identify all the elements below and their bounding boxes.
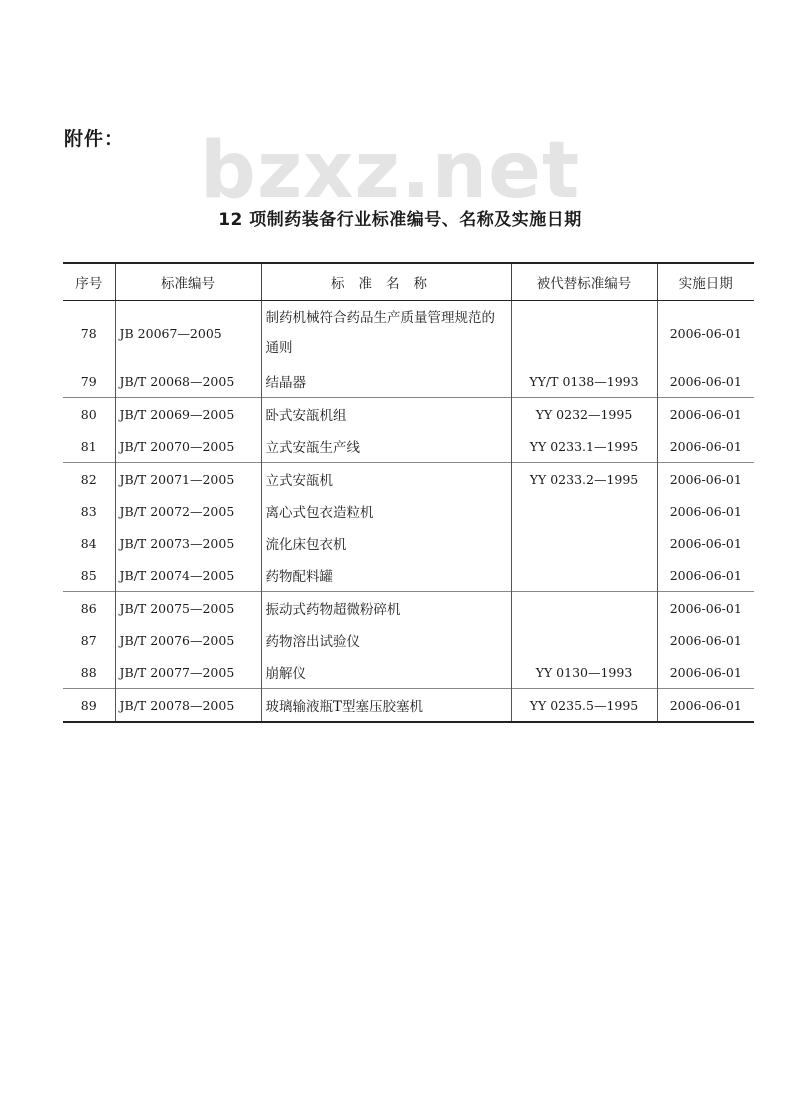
row-date: 2006-06-01 bbox=[657, 592, 754, 625]
row-replaced bbox=[511, 624, 657, 656]
column-header-no: 序号 bbox=[63, 263, 115, 301]
row-replaced: YY 0232—1995 bbox=[511, 398, 657, 431]
row-no: 84 bbox=[63, 527, 115, 559]
row-no: 81 bbox=[63, 430, 115, 463]
row-no: 85 bbox=[63, 559, 115, 592]
row-code: JB 20067—2005 bbox=[115, 301, 261, 366]
column-header-code: 标准编号 bbox=[115, 263, 261, 301]
row-code: JB/T 20068—2005 bbox=[115, 365, 261, 398]
row-replaced bbox=[511, 301, 657, 366]
row-no: 78 bbox=[63, 301, 115, 366]
row-no: 80 bbox=[63, 398, 115, 431]
row-name: 离心式包衣造粒机 bbox=[261, 495, 511, 527]
row-replaced bbox=[511, 559, 657, 592]
row-name: 立式安瓿机 bbox=[261, 463, 511, 496]
watermark: bzxz.net bbox=[200, 126, 581, 216]
row-name: 流化床包衣机 bbox=[261, 527, 511, 559]
table-row bbox=[63, 301, 754, 366]
table-row bbox=[63, 559, 754, 592]
row-replaced bbox=[511, 592, 657, 625]
table-row bbox=[63, 527, 754, 559]
row-name: 振动式药物超微粉碎机 bbox=[261, 592, 511, 625]
row-name: 药物配料罐 bbox=[261, 559, 511, 592]
table-row bbox=[63, 495, 754, 527]
row-no: 88 bbox=[63, 656, 115, 689]
table-header-row bbox=[63, 263, 754, 301]
row-code: JB/T 20069—2005 bbox=[115, 398, 261, 431]
row-name: 崩解仪 bbox=[261, 656, 511, 689]
row-code: JB/T 20071—2005 bbox=[115, 463, 261, 496]
row-no: 79 bbox=[63, 365, 115, 398]
row-date: 2006-06-01 bbox=[657, 463, 754, 496]
row-date: 2006-06-01 bbox=[669, 632, 742, 648]
row-code: JB/T 20073—2005 bbox=[115, 527, 261, 559]
table-title: 12 项制药装备行业标准编号、名称及实施日期 bbox=[218, 210, 582, 230]
row-date: 2006-06-01 bbox=[669, 503, 742, 519]
table-row bbox=[63, 689, 754, 723]
row-name: 玻璃输液瓶T型塞压胶塞机 bbox=[261, 689, 511, 723]
row-code: JB/T 20070—2005 bbox=[115, 430, 261, 463]
row-replaced: YY 0233.1—1995 bbox=[511, 430, 657, 463]
column-header-name: 标准名称 bbox=[261, 263, 511, 301]
table-row bbox=[63, 624, 754, 656]
row-replaced: YY/T 0138—1993 bbox=[511, 365, 657, 398]
row-code: JB/T 20075—2005 bbox=[115, 592, 261, 625]
row-date: 2006-06-01 bbox=[669, 567, 742, 583]
row-code: JB/T 20072—2005 bbox=[115, 495, 261, 527]
row-code: JB/T 20078—2005 bbox=[115, 689, 261, 723]
row-date: 2006-06-01 bbox=[669, 438, 742, 454]
row-date: 2006-06-01 bbox=[669, 664, 742, 680]
row-replaced: YY 0233.2—1995 bbox=[511, 463, 657, 496]
row-no: 82 bbox=[63, 463, 115, 496]
row-name: 制药机械符合药品生产质量管理规范的通则 bbox=[261, 301, 511, 366]
table-row bbox=[63, 463, 754, 496]
row-no: 89 bbox=[63, 689, 115, 723]
column-header-date: 实施日期 bbox=[657, 263, 754, 301]
row-no: 86 bbox=[63, 592, 115, 625]
row-name: 结晶器 bbox=[261, 365, 511, 398]
row-name: 卧式安瓿机组 bbox=[261, 398, 511, 431]
row-name: 药物溶出试验仪 bbox=[261, 624, 511, 656]
row-date: 2006-06-01 bbox=[669, 535, 742, 551]
row-no: 87 bbox=[63, 624, 115, 656]
row-date: 2006-06-01 bbox=[657, 689, 754, 723]
row-replaced bbox=[511, 527, 657, 559]
row-code: JB/T 20077—2005 bbox=[115, 656, 261, 689]
row-date: 2006-06-01 bbox=[669, 373, 742, 389]
standards-table bbox=[63, 262, 754, 723]
row-date: 2006-06-01 bbox=[657, 398, 754, 431]
row-replaced: YY 0235.5—1995 bbox=[511, 689, 657, 723]
table-row bbox=[63, 430, 754, 463]
row-code: JB/T 20076—2005 bbox=[115, 624, 261, 656]
table-row bbox=[63, 592, 754, 625]
row-replaced: YY 0130—1993 bbox=[511, 656, 657, 689]
row-code: JB/T 20074—2005 bbox=[115, 559, 261, 592]
row-no: 83 bbox=[63, 495, 115, 527]
row-name: 立式安瓿生产线 bbox=[261, 430, 511, 463]
row-replaced bbox=[511, 495, 657, 527]
row-date: 2006-06-01 bbox=[669, 325, 742, 341]
attachment-label: 附件： bbox=[64, 128, 125, 150]
table-row bbox=[63, 365, 754, 398]
table-row bbox=[63, 656, 754, 689]
column-header-replaced: 被代替标准编号 bbox=[511, 263, 657, 301]
table-row bbox=[63, 398, 754, 431]
